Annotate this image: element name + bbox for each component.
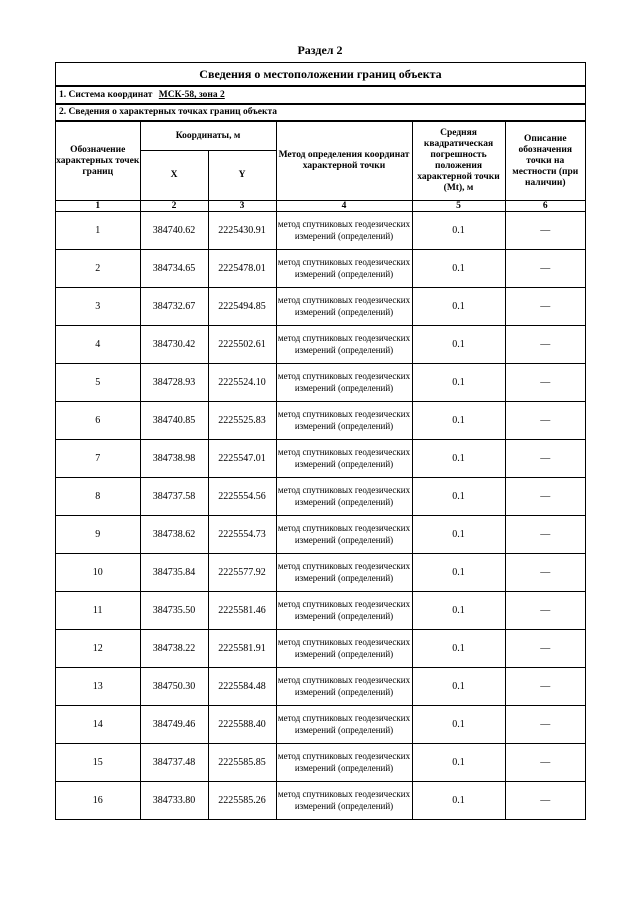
point-number-cell: 14	[56, 706, 140, 744]
points-table	[56, 121, 585, 820]
description-cell: —	[505, 364, 585, 402]
error-cell: 0.1	[412, 440, 505, 478]
points-section-title: 2. Сведения о характерных точках границ объекта	[56, 105, 585, 121]
error-cell: 0.1	[412, 250, 505, 288]
method-cell: метод спутниковых геодезических измерений (определений)	[276, 288, 412, 326]
point-number-cell: 9	[56, 516, 140, 554]
x-coord-cell: 384734.65	[140, 250, 208, 288]
point-number-cell: 10	[56, 554, 140, 592]
method-cell: метод спутниковых геодезических измерений (определений)	[276, 478, 412, 516]
col-number: 5	[412, 201, 505, 212]
point-number-cell: 13	[56, 668, 140, 706]
boundary-info-form	[55, 62, 586, 820]
point-number-cell: 6	[56, 402, 140, 440]
description-cell: —	[505, 402, 585, 440]
description-cell: —	[505, 478, 585, 516]
x-coord-cell: 384738.62	[140, 516, 208, 554]
error-cell: 0.1	[412, 402, 505, 440]
x-coord-cell: 384737.48	[140, 744, 208, 782]
error-cell: 0.1	[412, 554, 505, 592]
table-row	[56, 706, 585, 744]
error-cell: 0.1	[412, 668, 505, 706]
description-cell: —	[505, 326, 585, 364]
col-number: 3	[208, 201, 276, 212]
method-cell: метод спутниковых геодезических измерений (определений)	[276, 592, 412, 630]
error-cell: 0.1	[412, 630, 505, 668]
table-row	[56, 668, 585, 706]
col-header-x: X	[140, 151, 208, 201]
coord-system-label: 1. Система координат	[59, 90, 153, 100]
method-cell: метод спутниковых геодезических измерений (определений)	[276, 250, 412, 288]
x-coord-cell: 384738.22	[140, 630, 208, 668]
col-number: 2	[140, 201, 208, 212]
method-cell: метод спутниковых геодезических измерений (определений)	[276, 706, 412, 744]
col-header-method: Метод определения координат характерной точки	[276, 122, 412, 201]
y-coord-cell: 2225478.01	[208, 250, 276, 288]
y-coord-cell: 2225524.10	[208, 364, 276, 402]
method-cell: метод спутниковых геодезических измерений (определений)	[276, 364, 412, 402]
table-row	[56, 212, 585, 250]
points-table-body	[56, 212, 585, 820]
error-cell: 0.1	[412, 706, 505, 744]
y-coord-cell: 2225577.92	[208, 554, 276, 592]
point-number-cell: 11	[56, 592, 140, 630]
error-cell: 0.1	[412, 288, 505, 326]
x-coord-cell: 384730.42	[140, 326, 208, 364]
table-row	[56, 516, 585, 554]
y-coord-cell: 2225547.01	[208, 440, 276, 478]
description-cell: —	[505, 668, 585, 706]
point-number-cell: 12	[56, 630, 140, 668]
table-row	[56, 288, 585, 326]
method-cell: метод спутниковых геодезических измерений (определений)	[276, 326, 412, 364]
x-coord-cell: 384728.93	[140, 364, 208, 402]
description-cell: —	[505, 440, 585, 478]
point-number-cell: 15	[56, 744, 140, 782]
y-coord-cell: 2225588.40	[208, 706, 276, 744]
col-number: 1	[56, 201, 140, 212]
y-coord-cell: 2225554.56	[208, 478, 276, 516]
x-coord-cell: 384737.58	[140, 478, 208, 516]
method-cell: метод спутниковых геодезических измерений (определений)	[276, 630, 412, 668]
description-cell: —	[505, 516, 585, 554]
method-cell: метод спутниковых геодезических измерений (определений)	[276, 554, 412, 592]
description-cell: —	[505, 212, 585, 250]
description-cell: —	[505, 250, 585, 288]
y-coord-cell: 2225502.61	[208, 326, 276, 364]
x-coord-cell: 384738.98	[140, 440, 208, 478]
table-row	[56, 592, 585, 630]
x-coord-cell: 384740.85	[140, 402, 208, 440]
column-number-row	[56, 201, 585, 212]
table-row	[56, 782, 585, 820]
y-coord-cell: 2225581.91	[208, 630, 276, 668]
error-cell: 0.1	[412, 212, 505, 250]
method-cell: метод спутниковых геодезических измерений (определений)	[276, 440, 412, 478]
point-number-cell: 1	[56, 212, 140, 250]
table-row	[56, 630, 585, 668]
method-cell: метод спутниковых геодезических измерений (определений)	[276, 212, 412, 250]
point-number-cell: 16	[56, 782, 140, 820]
error-cell: 0.1	[412, 364, 505, 402]
description-cell: —	[505, 592, 585, 630]
col-number: 4	[276, 201, 412, 212]
col-number: 6	[505, 201, 585, 212]
x-coord-cell: 384749.46	[140, 706, 208, 744]
description-cell: —	[505, 782, 585, 820]
error-cell: 0.1	[412, 478, 505, 516]
table-row	[56, 326, 585, 364]
table-row	[56, 478, 585, 516]
method-cell: метод спутниковых геодезических измерений (определений)	[276, 782, 412, 820]
point-number-cell: 8	[56, 478, 140, 516]
point-number-cell: 5	[56, 364, 140, 402]
block-title: Сведения о местоположении границ объекта	[56, 63, 585, 87]
section-title: Раздел 2	[297, 43, 343, 57]
y-coord-cell: 2225554.73	[208, 516, 276, 554]
x-coord-cell: 384733.80	[140, 782, 208, 820]
table-row	[56, 364, 585, 402]
table-row	[56, 554, 585, 592]
error-cell: 0.1	[412, 782, 505, 820]
method-cell: метод спутниковых геодезических измерений (определений)	[276, 402, 412, 440]
method-cell: метод спутниковых геодезических измерений (определений)	[276, 668, 412, 706]
col-header-point: Обозначение характерных точек границ	[56, 122, 140, 201]
error-cell: 0.1	[412, 592, 505, 630]
y-coord-cell: 2225584.48	[208, 668, 276, 706]
y-coord-cell: 2225585.26	[208, 782, 276, 820]
table-row	[56, 744, 585, 782]
method-cell: метод спутниковых геодезических измерений (определений)	[276, 516, 412, 554]
y-coord-cell: 2225525.83	[208, 402, 276, 440]
description-cell: —	[505, 630, 585, 668]
coord-system-value: МСК-58, зона 2	[158, 90, 225, 100]
y-coord-cell: 2225430.91	[208, 212, 276, 250]
x-coord-cell: 384740.62	[140, 212, 208, 250]
description-cell: —	[505, 288, 585, 326]
x-coord-cell: 384735.84	[140, 554, 208, 592]
description-cell: —	[505, 554, 585, 592]
x-coord-cell: 384750.30	[140, 668, 208, 706]
point-number-cell: 2	[56, 250, 140, 288]
col-header-coords: Координаты, м	[140, 122, 276, 151]
y-coord-cell: 2225585.85	[208, 744, 276, 782]
error-cell: 0.1	[412, 326, 505, 364]
coord-system-line	[56, 87, 585, 105]
col-header-y: Y	[208, 151, 276, 201]
x-coord-cell: 384732.67	[140, 288, 208, 326]
col-header-desc: Описание обозначения точки на местности (при наличии)	[505, 122, 585, 201]
table-row	[56, 402, 585, 440]
error-cell: 0.1	[412, 744, 505, 782]
point-number-cell: 3	[56, 288, 140, 326]
error-cell: 0.1	[412, 516, 505, 554]
description-cell: —	[505, 744, 585, 782]
method-cell: метод спутниковых геодезических измерений (определений)	[276, 744, 412, 782]
table-row	[56, 440, 585, 478]
y-coord-cell: 2225581.46	[208, 592, 276, 630]
x-coord-cell: 384735.50	[140, 592, 208, 630]
col-header-error: Средняя квадратическая погрешность положения характерной точки (Mt), м	[412, 122, 505, 201]
y-coord-cell: 2225494.85	[208, 288, 276, 326]
table-row	[56, 250, 585, 288]
point-number-cell: 7	[56, 440, 140, 478]
point-number-cell: 4	[56, 326, 140, 364]
description-cell: —	[505, 706, 585, 744]
